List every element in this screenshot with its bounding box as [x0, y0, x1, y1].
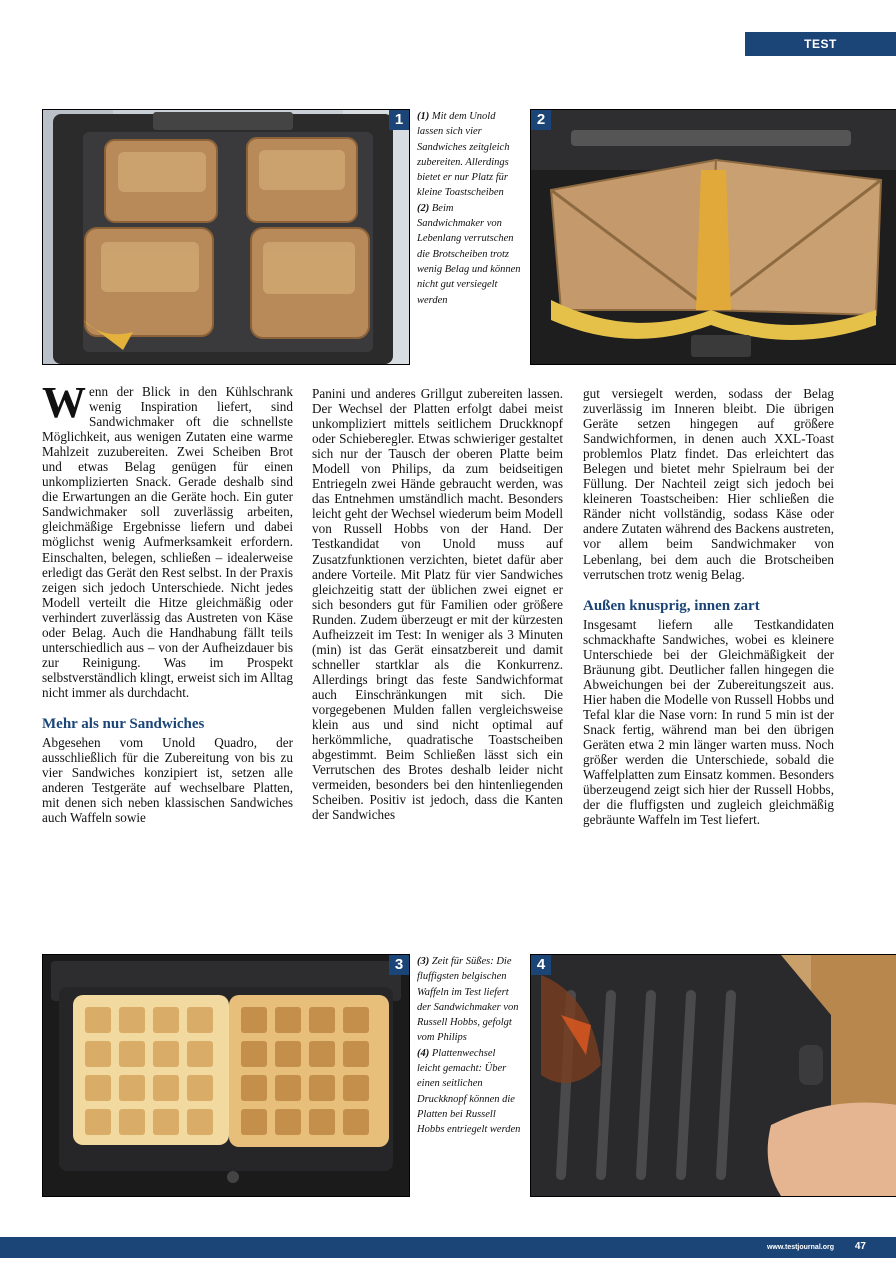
photo-number-badge: 2	[531, 110, 551, 130]
photo-2	[530, 109, 896, 365]
footer-url: www.testjournal.org	[766, 1244, 834, 1251]
article-column-2	[312, 386, 563, 822]
photo-3	[42, 954, 410, 1197]
photo-4	[530, 954, 896, 1197]
belgian-waffles-image	[43, 955, 409, 1196]
section-tag: TEST	[745, 32, 896, 56]
paragraph: Abgesehen vom Unold Quadro, der ausschließlich für die Zubereitung von bis zu vier Sandwiches konzipiert ist, setzen alle anderen Testgeräte auf wechselbare Platten, mit denen sich neben klassischen Sandwiches auch Waffeln sowie	[42, 734, 293, 826]
photo-caption-top: (1) Mit dem Unold lassen sich vier Sandwiches zeitgleich zubereiten. Allerdings bietet er nur Platz für kleine Toastscheiben (2) Beim Sandwichmaker von Lebenlang verrutschen die Brotscheiben trotz wenig Belag und können nicht gut versiegelt werden	[417, 111, 521, 306]
page-number: 47	[854, 1241, 866, 1252]
subheading: Mehr als nur Sandwiches	[42, 715, 205, 732]
plate-release-button-image	[531, 955, 896, 1196]
paragraph: Insgesamt liefern alle Testkandidaten schmackhafte Sandwiches, wobei es kleinere Unterschiede bei der Gleichmäßigkeit der Bräunung gibt. Deutlicher fallen hingegen die Abweichungen bei der Zubereitungszeit aus. Hier haben die Modelle von Russell Hobbs und Tefal klar die Nase vorn: In rund 5 min ist der Snack fertig, während man bei den übrigen Geräten etwa 2 min länger warten muss. Noch größer werden die Unterschiede, sobald die Waffelplatten zum Einsatz kommen. Besonders überzeugend zeigt sich hier der Russell Hobbs, der die fluffigsten und zugleich gleichmäßig gebräunte Waffeln im Test liefert.	[583, 616, 834, 828]
intro-paragraph: Wenn der Blick in den Kühlschrank wenig Inspiration liefert, sind Sandwichmaker oft die schnellste Möglichkeit, aus wenigen Zutaten eine warme Mahlzeit zuzubereiten. Zwei Scheiben Brot und etwas Belag genügen für einen unkomplizierten Snack. Gerade deshalb sind die Erwartungen an die Geräte hoch. Ein guter Sandwichmaker soll zuverlässig arbeiten, gleichmäßige Ergebnisse liefern und dabei möglichst wenig Aufmerksamkeit erfordern. Einschalten, belegen, schließen – idealerweise erledigt das Gerät den Rest selbst. In der Praxis zeigen sich jedoch Unterschiede. Nicht jedes Modell verteilt die Hitze gleichmäßig oder verhindert zuverlässig das Austreten von Käse oder Belag. Auch die Handhabung fällt teils unterschiedlich aus – von der Aufheizdauer bis zur Reinigung. Was im Prospekt selbstverständlich klingt, erweist sich im Alltag nicht immer als durchdacht.	[42, 378, 293, 700]
photo-number-badge: 4	[531, 955, 551, 975]
footer-bar	[0, 1237, 896, 1258]
photo-1	[42, 109, 410, 365]
photo-caption-bottom: (3) Zeit für Süßes: Die fluffigsten belgischen Waffeln im Test liefert der Sandwichmaker von Russell Hobbs, gefolgt vom Philips (4) Plattenwechsel leicht gemacht: Über einen seitlichen Druckknopf können die Platten bei Russell Hobbs entriegelt werden	[417, 956, 521, 1136]
paragraph: gut versiegelt werden, sodass der Belag zuverlässig im Inneren bleibt. Die übrigen Geräte setzen hingegen auf größere Sandwichformen, in denen auch XXL-Toast problemlos Platz findet. Das erleichtert das Belegen und bietet mehr Spielraum bei der Füllung. Der Nachteil zeigt sich jedoch bei kleineren Toastscheiben: Hier schließen die Ränder nicht vollständig, sodass Käse oder andere Zutaten während des Backens austreten, vor allem beim Sandwichmaker von Lebenlang, bei dem auch die Brotscheiben verrutschen trotz wenig Belag.	[583, 386, 834, 582]
triangle-sandwiches-image	[531, 110, 896, 364]
sandwich-maker-four-toasts-image	[43, 110, 409, 364]
drop-cap: W	[42, 378, 86, 427]
photo-number-badge: 1	[389, 110, 409, 130]
subheading: Außen knusprig, innen zart	[583, 597, 760, 614]
paragraph: Panini und anderes Grillgut zubereiten lassen. Der Wechsel der Platten erfolgt dabei meist unkompliziert mittels seitlichem Druckknopf oder Schieberegler. Etwas schwieriger gestaltet sich nur der Tausch der oberen Platte beim Modell von Philips, da zum beidseitigen Entriegeln zwei Hände gebraucht werden, was das Entnehmen umständlich macht. Besonders leicht geht der Wechsel wiederum beim Modell von Russell Hobbs von der Hand. Der Testkandidat von Unold muss auf Zusatzfunktionen verzichten, bietet dafür aber andere Vorteile. Mit Platz für vier Sandwiches gleichzeitig statt der üblichen zwei eignet er sich besonders gut für Familien oder größere Runden. Zudem überzeugt er mit der kürzesten Aufheizzeit im Test: In weniger als 3 Minuten (min) ist das Gerät einsatzbereit und damit schneller startklar als die Konkurrenz. Allerdings bringt das feste Sandwichformat auch Einschränkungen mit sich. Die vorgegebenen Mulden fallen vergleichsweise klein aus und sind nicht optimal auf herkömmliche, quadratische Toastscheiben abgestimmt. Beim Schließen lässt sich ein Verrutschen des Brotes deshalb leider nicht vermeiden, besonders bei den hintenliegenden Scheiben. Positiv ist jedoch, dass die Kanten der Sandwiches	[312, 386, 563, 823]
article-column-3	[583, 386, 834, 827]
article-column-1	[42, 378, 293, 826]
photo-number-badge: 3	[389, 955, 409, 975]
